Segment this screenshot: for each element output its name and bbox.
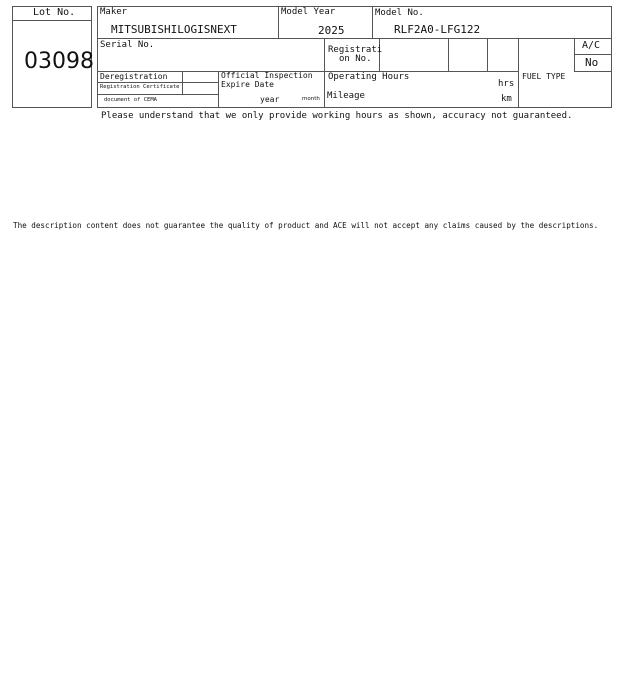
serial-reg-divider [324,38,325,108]
inspection-year-label: year [260,95,280,104]
table-bottom-border [97,107,612,108]
registration-certificate-label: Registration Certificate [100,84,180,90]
lot-box-left-border [12,6,13,108]
lot-label: Lot No. [33,7,76,18]
ac-bottom-divider [574,71,612,72]
maker-year-divider [278,6,279,39]
dereg-divider-2 [97,94,218,95]
lot-label-divider [12,20,91,21]
operating-hours-label: Operating Hours [328,72,410,82]
reg-cell-divider-3 [487,38,488,72]
table-top-border [97,6,612,7]
official-inspection-label-2: Expire Date [221,80,274,89]
year-model-divider [372,6,373,39]
ac-value: No [585,56,599,69]
dereg-inner-divider [182,71,183,95]
lot-box-bottom-border [12,107,91,108]
maker-value: MITSUBISHILOGISNEXT [111,23,237,36]
model-no-label: Model No. [375,8,424,18]
table-right-border [611,6,612,108]
table-left-border [97,6,98,108]
ac-label: A/C [582,40,601,51]
official-inspection-label-1: Official Inspection [221,71,313,80]
disclaimer-note: The description content does not guarantee the quality of product and ACE will not accept any claims caused by the descriptions. [13,221,599,230]
registration-no-label-2: on No. [339,54,372,64]
deregistration-label: Deregistration [100,72,168,81]
dereg-divider-1 [97,82,218,83]
dereg-inspection-divider [218,71,219,108]
model-no-value: RLF2A0-LFG122 [394,23,481,36]
lot-number: 03098 [24,49,94,74]
registration-no-label-1: Registrati [328,45,383,55]
fuel-divider [518,38,519,108]
mileage-unit: km [501,94,512,104]
model-year-label: Model Year [281,7,336,17]
row1-divider [97,38,612,39]
maker-label: Maker [100,7,128,17]
operating-hours-unit: hrs [498,79,515,89]
fuel-type-label: FUEL TYPE [522,72,566,81]
document-of-cema-label: document of CEMA [104,97,157,103]
ac-divider [574,54,612,55]
inspection-month-label: month [302,96,320,102]
ac-left-divider [574,38,575,72]
serial-no-label: Serial No. [100,40,155,50]
reg-cell-divider-2 [448,38,449,72]
reg-cell-divider-1 [379,38,380,72]
model-year-value: 2025 [318,24,345,37]
working-hours-note: Please understand that we only provide working hours as shown, accuracy not guaranteed. [101,111,573,121]
mileage-label: Mileage [327,91,365,101]
